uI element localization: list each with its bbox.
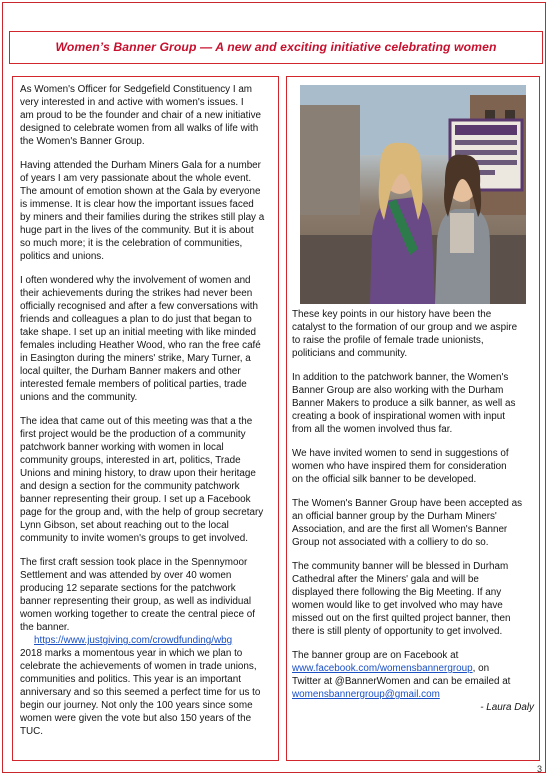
paragraph-intro: As Women's Officer for Sedgefield Constituency I am very interested in and active with women's issues. I am proud to be the founder and chair of a new initiative designed to celebrate women from all walks of life with the Women's Banner Group. [20,84,261,147]
page-number: 3 [536,764,542,774]
paragraph-project: The idea that came out of this meeting was that a the first project would be the production of a community patchwork banner working with women in local community groups, interested in art, politics, Trade Unions and mining history, to draw upon their heritage and design a section for the community patchwork banner representing their group. I set up a Facebook page for the group and, with the help of group secretary Lynn Gibson, set about reaching out to the local community to invite women's groups to get involved. [20,416,264,544]
paragraph-origin: I often wondered why the involvement of women and their achievements during the strikes had never been officially recognised and after a few conversations with friends and colleagues a plan to do just that began to take shape. I set up an initial meeting with like minded females including Heather Wood, who ran the free café in Easington during the miners' strike, Mary Turner, a local quilter, the Durham Banner makers and other interested female members of political parties, trade unions and the community. [20,275,261,403]
contact-intro: The banner group are on Facebook at [292,650,459,661]
paragraph-silk-banner: In addition to the patchwork banner, the Women's Banner Group are also working with the Durham Banner Makers to produce a silk banner, as well as creating a book of inspirational women with input from all the women involved thus far. [292,372,516,435]
left-column-text [20,83,278,749]
paragraph-suggestions: We have invited women to send in suggestions of women who have inspired them for consideration on the official silk banner to be developed. [292,448,509,485]
right-column-text [292,308,538,714]
paragraph-catalyst: These key points in our history have been the catalyst to the formation of our group and we aspire to raise the profile of female trade unionists, politicians and community. [292,309,518,359]
paragraph-accepted: The Women's Banner Group have been accepted as an official banner group by the Durham Miners' Association, and are the first all Women's Banner Group not associated with a colliery to do so. [292,498,523,548]
author-signature: - Laura Daly [480,702,534,713]
email-link[interactable]: womensbannergroup@gmail.com [292,689,440,700]
paragraph-blessing: The community banner will be blessed in Durham Cathedral after the Miners' gala and will be displayed there following the Big Meeting. If any women would like to get involved who may have missed out on the first quilted project banner, then there is still plenty of opportunity to get involved. [292,561,511,637]
paragraph-anniversary: 2018 marks a momentous year in which we plan to celebrate the achievements of women in trade unions, communities and politics. This year is an important anniversary and so this seemed a perfect time for us to begin our journey. Not only the 100 years since some women were given the vote but also 150 years of the TUC. [20,648,261,737]
paragraph-gala: Having attended the Durham Miners Gala for a number of years I am very passionate about the whole event. The amount of emotion shown at the Gala by everyone is immense. It is clear how the important issues faced by miners and their families during the strikes still play a huge part in the lives of the community. But it is about so much more; it is the celebration of communities, politics and unions. [20,160,265,262]
facebook-link[interactable]: www.facebook.com/womensbannergroup [292,663,473,674]
page-title: Women’s Banner Group — A new and exciting initiative celebrating women [55,40,497,54]
title-box [9,31,543,64]
photo-illustration [300,85,526,304]
paragraph-craft-session: The first craft session took place in the Spennymoor Settlement and was attended by over 40 women producing 12 separate sections for the patchwork banner representing their group, as well as individual women working together to create the central piece of the banner. [20,557,255,633]
contact-block [292,649,538,701]
left-column [12,76,279,761]
crowdfunding-link[interactable]: https://www.justgiving.com/crowdfunding/wbg [34,635,233,646]
contact-twitter: Twitter at @BannerWomen and can be emailed at [292,676,511,687]
right-column [286,76,540,761]
group-photo [300,85,526,304]
contact-on: , on [472,663,490,674]
crowdfunding-line [20,634,278,647]
